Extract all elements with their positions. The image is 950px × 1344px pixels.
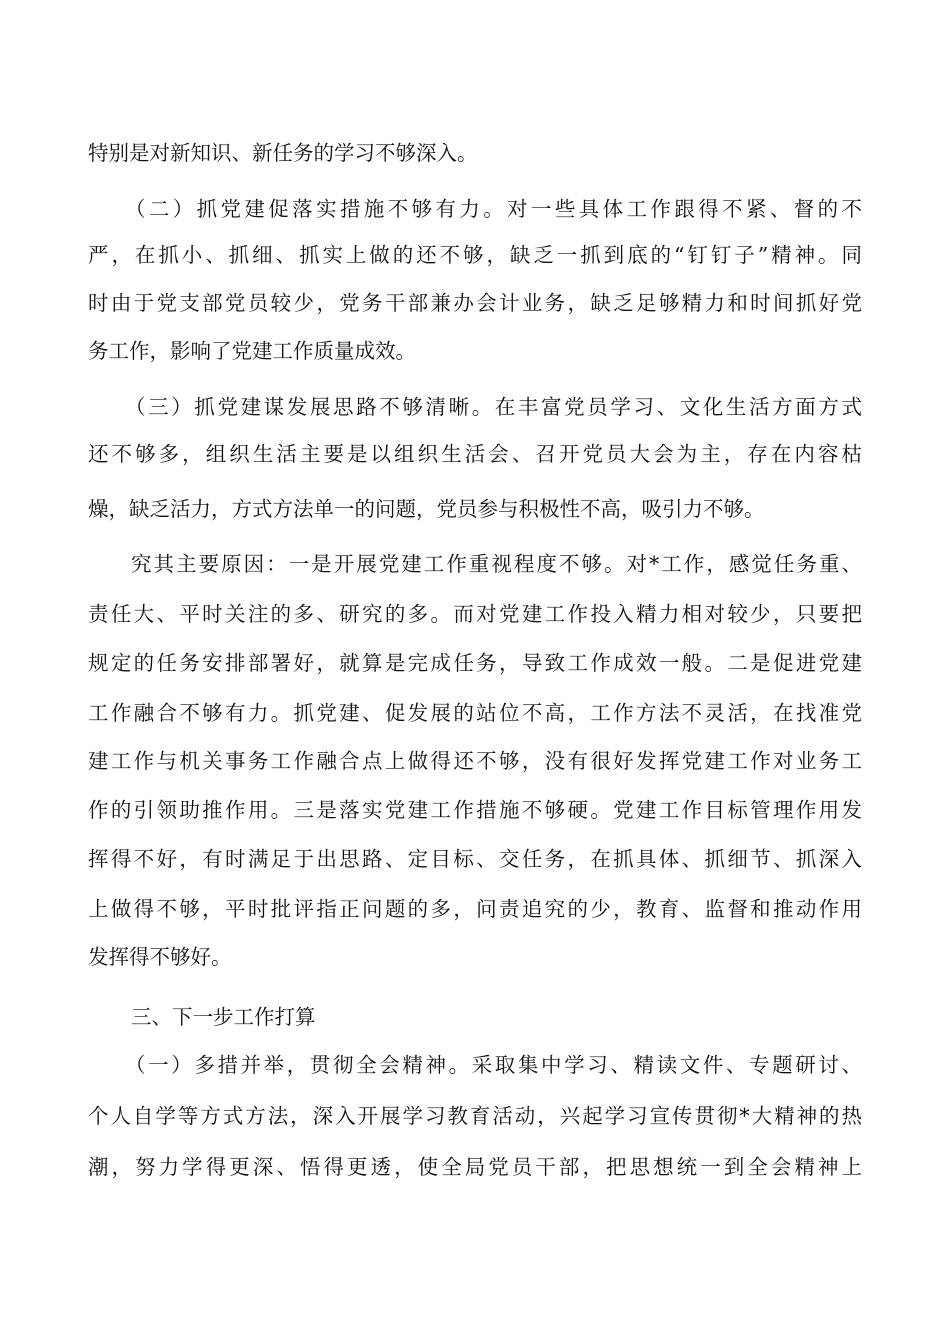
text-line-20: 个人自学等方式方法，深入开展学习教育活动，兴起学习宣传贯彻*大精神的热 <box>88 1104 862 1128</box>
text-line-16: 上做得不够，平时批评指正问题的多，问责追究的少，教育、监督和推动作用 <box>88 897 862 921</box>
text-line-5: 务工作，影响了党建工作质量成效。 <box>88 339 416 363</box>
text-line-15: 挥得不好，有时满足于出思路、定目标、交任务，在抓具体、抓细节、抓深入 <box>88 847 862 871</box>
text-line-7: 还不够多，组织生活主要是以组织生活会、召开党员大会为主，存在内容枯 <box>88 442 862 466</box>
text-line-13: 建工作与机关事务工作融合点上做得还不够，没有很好发挥党建工作对业务工 <box>88 749 862 773</box>
section-heading: 三、下一步工作打算 <box>131 1005 316 1029</box>
text-line-17: 发挥得不够好。 <box>88 945 232 969</box>
text-line-6: （三）抓党建谋发展思路不够清晰。在丰富党员学习、文化生活方面方式 <box>125 395 862 419</box>
text-line-3: 严，在抓小、抓细、抓实上做的还不够，缺乏一抓到底的“钉钉子”精神。同 <box>88 243 862 267</box>
text-line-14: 作的引领助推作用。三是落实党建工作措施不够硬。党建工作目标管理作用发 <box>88 798 862 822</box>
text-line-2: （二）抓党建促落实措施不够有力。对一些具体工作跟得不紧、督的不 <box>125 197 862 221</box>
text-line-10: 责任大、平时关注的多、研究的多。而对党建工作投入精力相对较少，只要把 <box>88 602 862 626</box>
text-line-21: 潮，努力学得更深、悟得更透，使全局党员干部，把思想统一到全会精神上 <box>88 1155 862 1179</box>
text-line-11: 规定的任务安排部署好，就算是完成任务，导致工作成效一般。二是促进党建 <box>88 651 862 675</box>
text-line-4: 时由于党支部党员较少，党务干部兼办会计业务，缺乏足够精力和时间抓好党 <box>88 291 862 315</box>
text-line-8: 燥，缺乏活力，方式方法单一的问题，党员参与积极性不高，吸引力不够。 <box>88 497 765 521</box>
text-line-1: 特别是对新知识、新任务的学习不够深入。 <box>88 141 478 165</box>
text-line-9: 究其主要原因：一是开展党建工作重视程度不够。对*工作，感觉任务重、 <box>131 552 862 576</box>
text-line-19: （一）多措并举，贯彻全会精神。采取集中学习、精读文件、专题研讨、 <box>125 1053 862 1077</box>
text-line-12: 工作融合不够有力。抓党建、促发展的站位不高，工作方法不灵活，在找准党 <box>88 701 862 725</box>
